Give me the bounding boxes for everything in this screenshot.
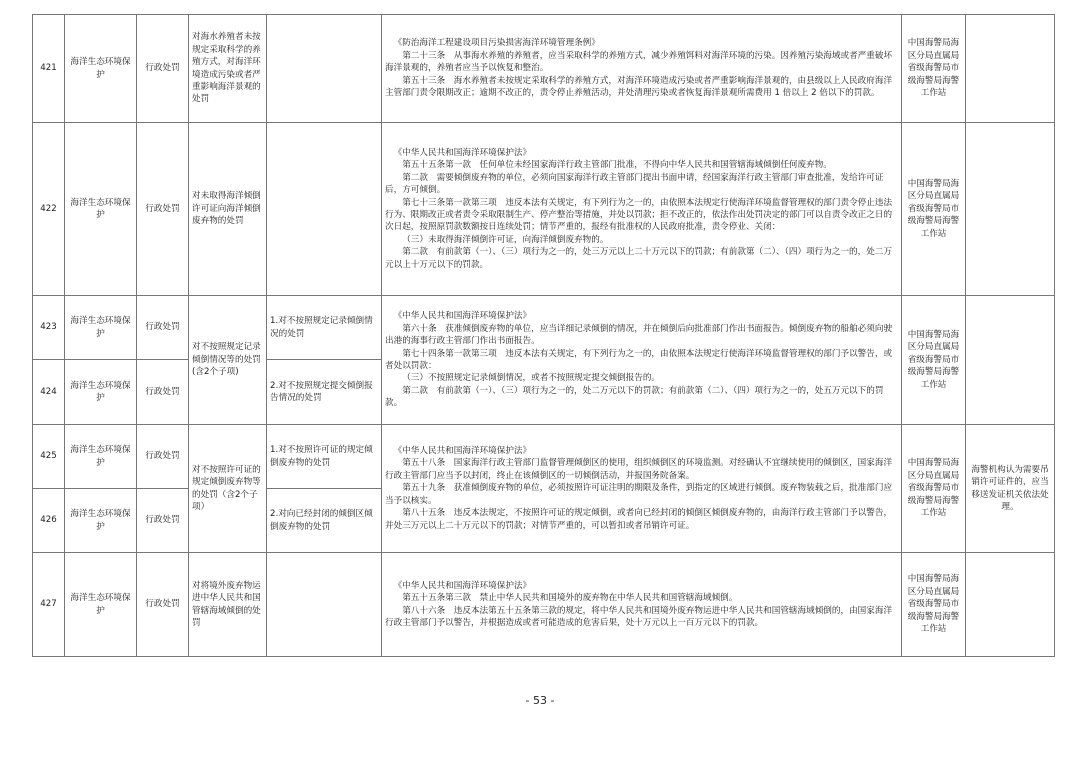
basis-paragraph: 第二款 需要倾倒废弃物的单位，必须向国家海洋行政主管部门提出书面申请，经国家海洋行政主管部门审查批准，发给许可证后，方可倾倒。 [385,172,884,196]
sub-item-cell: 1.对不按照规定记录倾倒情况的处罚 [267,296,382,360]
type-cell: 行政处罚 [137,296,189,360]
basis-paragraph: 第八十五条 违反本法规定，不按照许可证的规定倾倒，或者向已经封闭的倾倒区倾倒废弃物的，由海洋行政主管部门予以警告，并处三万元以上二十万元以下的罚款；对情节严重的，可以暂扣或者吊销许可证。 [385,508,893,531]
row-number: 427 [33,553,65,657]
basis-paragraph: 第二款 有前款第（一）、（三）项行为之一的，处三万元以上二十万元以下的罚款；有前款第（二）、（四）项行为之一的，处二万元以上十万元以下的罚款。 [385,247,893,270]
note-cell [966,553,1055,657]
row-number: 422 [33,123,65,296]
sub-item-cell [267,123,382,296]
legal-basis-cell [382,553,902,657]
basis-paragraph: 第五十三条 海水养殖者未按规定采取科学的养殖方式，对海洋环境造成污染或者严重影响海洋景观的，由县级以上人民政府海洋主管部门责令限期改正；逾期不改正的，责令停止养殖活动，并处清理污染或者恢复海洋景观所需费用 1 倍以上 2 倍以下的罚款。 [385,75,893,99]
sub-item-cell [267,553,382,657]
basis-paragraph: 第七十四条第一款第三项 违反本法有关规定，有下列行为之一的，由依照本法规定行使海洋环境监督管理权的部门予以警告，或者处以罚款： [385,348,893,371]
note-cell [966,296,1055,425]
type-cell: 行政处罚 [137,425,189,489]
department-cell: 中国海警局海区分局直属局省级海警局市级海警局海警工作站 [902,123,966,296]
basis-title: 《中华人民共和国海洋环境保护法》 [393,580,532,591]
table-row [33,123,1055,296]
sub-item-cell [267,15,382,123]
category-cell: 海洋生态环境保护 [65,15,137,123]
item-cell: 对不按照许可证的规定倾倒废弃物等的处罚（含2个子项） [189,425,267,553]
category-cell: 海洋生态环境保护 [65,425,137,489]
sub-item-cell: 2.对向已经封闭的倾倒区倾倒废弃物的处罚 [267,489,382,553]
item-cell: 对未取得海洋倾倒许可证向海洋倾倒废弃物的处罚 [189,123,267,296]
basis-paragraph: 第五十五条第三款 禁止中华人民共和国境外的废弃物在中华人民共和国管辖海域倾倒。 [402,593,738,604]
item-cell: 对将境外废弃物运进中华人民共和国管辖海域倾倒的处罚 [189,553,267,657]
table-row [33,553,1055,657]
note-cell [966,15,1055,123]
item-cell: 对不按照规定记录倾倒情况等的处罚(含2个子项) [189,296,267,425]
basis-paragraph: 第七十三条第一款第三项 违反本法有关规定，有下列行为之一的，由依照本法规定行使海洋环境监督管理权的部门责令停止违法行为、限期改正或者责令采取限制生产、停产整治等措施，并处以罚款；拒不改正的，依法作出处罚决定的部门可以自责令改正之日的次日起，按照原罚款数额按日连续处罚；情节严重的，报经有批准权的人民政府批准，责令停业、关闭： [385,197,893,233]
department-cell: 中国海警局海区分局直属局省级海警局市级海警局海警工作站 [902,296,966,425]
basis-paragraph: （三）未取得海洋倾倒许可证，向海洋倾倒废弃物的。 [402,234,609,245]
basis-title: 《防治海洋工程建设项目污染损害海洋环境管理条例》 [393,38,600,49]
legal-basis-cell [382,425,902,553]
basis-title: 《中华人民共和国海洋环境保护法》 [393,147,532,158]
type-cell: 行政处罚 [137,360,189,425]
basis-title: 《中华人民共和国海洋环境保护法》 [393,311,532,322]
legal-basis-cell [382,15,902,123]
row-number: 421 [33,15,65,123]
category-cell: 海洋生态环境保护 [65,123,137,296]
page-number: - 53 - [525,694,555,707]
department-cell: 中国海警局海区分局直属局省级海警局市级海警局海警工作站 [902,425,966,553]
department-cell: 中国海警局海区分局直属局省级海警局市级海警局海警工作站 [902,553,966,657]
table-row [33,425,1055,489]
type-cell: 行政处罚 [137,489,189,553]
law-table [32,14,1055,657]
note-cell: 海警机构认为需要吊销许可证件的，应当移送发证机关依法处理。 [966,425,1055,553]
legal-basis-cell [382,123,902,296]
item-cell: 对海水养殖者未按规定采取科学的养殖方式，对海洋环境造成污染或者严重影响海洋景观的处罚 [189,15,267,123]
basis-paragraph: 第五十八条 国家海洋行政主管部门监督管理倾倒区的使用，组织倾倒区的环境监测。对经确认不宜继续使用的倾倒区，国家海洋行政主管部门应当予以封闭，终止在该倾倒区的一切倾倒活动，并报国务院备案。 [385,458,893,481]
row-number: 423 [33,296,65,360]
row-number: 425 [33,425,65,489]
table-row [33,296,1055,360]
type-cell: 行政处罚 [137,553,189,657]
category-cell: 海洋生态环境保护 [65,360,137,425]
basis-title: 《中华人民共和国海洋环境保护法》 [393,446,532,457]
basis-paragraph: 第五十九条 获准倾倒废弃物的单位，必须按照许可证注明的期限及条件，到指定的区域进行倾倒。废弃物装载之后，批准部门应当予以核实。 [385,483,893,506]
type-cell: 行政处罚 [137,123,189,296]
basis-paragraph: （三）不按照规定记录倾倒情况，或者不按照规定提交倾倒报告的。 [402,373,661,384]
category-cell: 海洋生态环境保护 [65,553,137,657]
category-cell: 海洋生态环境保护 [65,296,137,360]
table-row [33,15,1055,123]
sub-item-cell: 2.对不按照规定提交倾倒报告情况的处罚 [267,360,382,425]
basis-paragraph: 第二十三条 从事海水养殖的养殖者，应当采取科学的养殖方式，减少养殖饵料对海洋环境的污染。因养殖污染海域或者严重破坏海洋景观的，养殖者应当予以恢复和整治。 [385,50,893,74]
basis-paragraph: 第六十条 获准倾倒废弃物的单位，应当详细记录倾倒的情况，并在倾倒后向批准部门作出书面报告。倾倒废弃物的船舶必须向驶出港的海事行政主管部门作出书面报告。 [385,323,893,347]
row-number: 426 [33,489,65,553]
department-cell: 中国海警局海区分局直属局省级海警局市级海警局海警工作站 [902,15,966,123]
basis-paragraph: 第五十五条第一款 任何单位未经国家海洋行政主管部门批准，不得向中华人民共和国管辖海域倾倒任何废弃物。 [402,160,832,171]
basis-paragraph: 第八十六条 违反本法第五十五条第三款的规定，将中华人民共和国境外废弃物运进中华人民共和国管辖海域倾倒的，由国家海洋行政主管部门予以警告，并根据造成或者可能造成的危害后果，处十万元以上一百万元以下的罚款。 [385,605,893,628]
basis-paragraph: 第二款 有前款第（一）、（三）项行为之一的，处二万元以下的罚款；有前款第（二）、（四）项行为之一的，处五万元以下的罚款。 [385,385,884,409]
type-cell: 行政处罚 [137,15,189,123]
note-cell [966,123,1055,296]
row-number: 424 [33,360,65,425]
legal-basis-cell [382,296,902,425]
sub-item-cell: 1.对不按照许可证的规定倾倒废弃物的处罚 [267,425,382,489]
category-cell: 海洋生态环境保护 [65,489,137,553]
